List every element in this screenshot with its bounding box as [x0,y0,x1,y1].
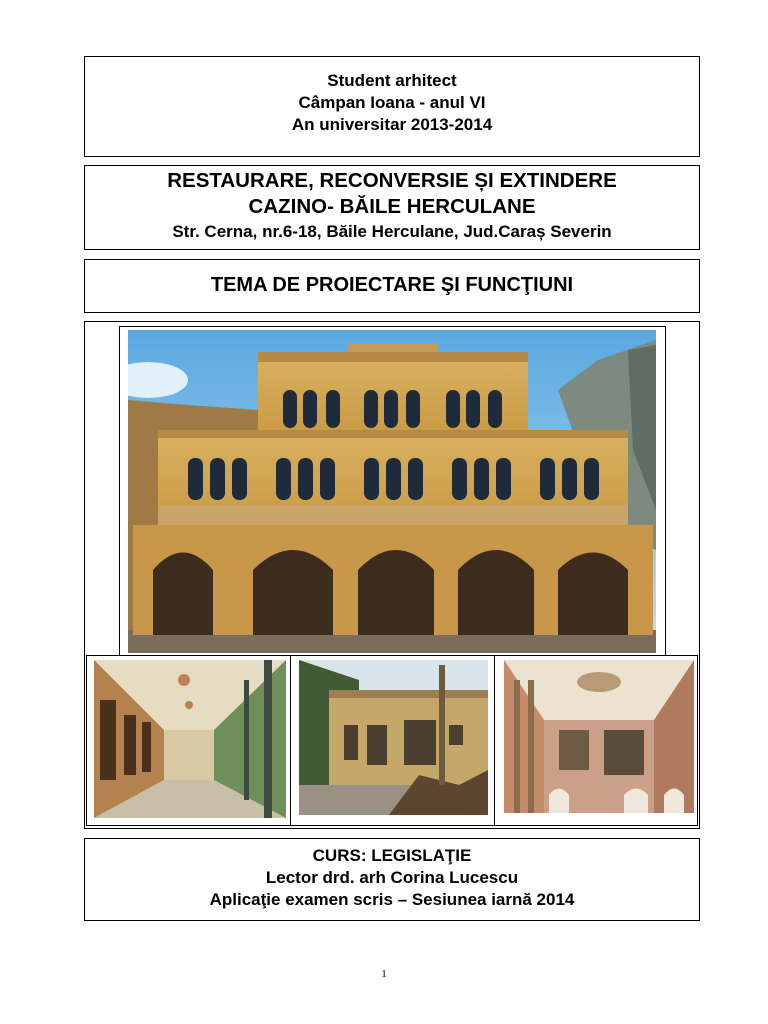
exam-session: Aplicaţie examen scris – Sesiunea iarnă 2014 [209,890,575,909]
theme-box [84,259,700,313]
project-address: Str. Cerna, nr.6-18, Băile Herculane, Jud.Caraș Severin [172,222,612,241]
project-title-line2: CAZINO- BĂILE HERCULANE [248,195,536,218]
author-role: Student arhitect [327,71,457,90]
project-title-box [84,165,700,250]
author-name: Câmpan Ioana - anul VI [298,93,486,112]
project-title-line1: RESTAURARE, RECONVERSIE ȘI EXTINDERE [167,169,617,192]
page-number: 1 [381,968,387,980]
academic-year: An universitar 2013-2014 [291,115,493,134]
theme-title: TEMA DE PROIECTARE ŞI FUNCŢIUNI [210,274,574,296]
painted-ceiling-interior-photo [504,660,694,813]
course-box [84,838,700,921]
author-box [84,56,700,157]
courtyard-ruin-photo [299,660,488,815]
casino-facade-photo [128,330,656,653]
colonnade-gallery-photo [94,660,286,818]
course-lecturer: Lector drd. arh Corina Lucescu [265,868,519,887]
course-title: CURS: LEGISLAŢIE [312,846,472,865]
